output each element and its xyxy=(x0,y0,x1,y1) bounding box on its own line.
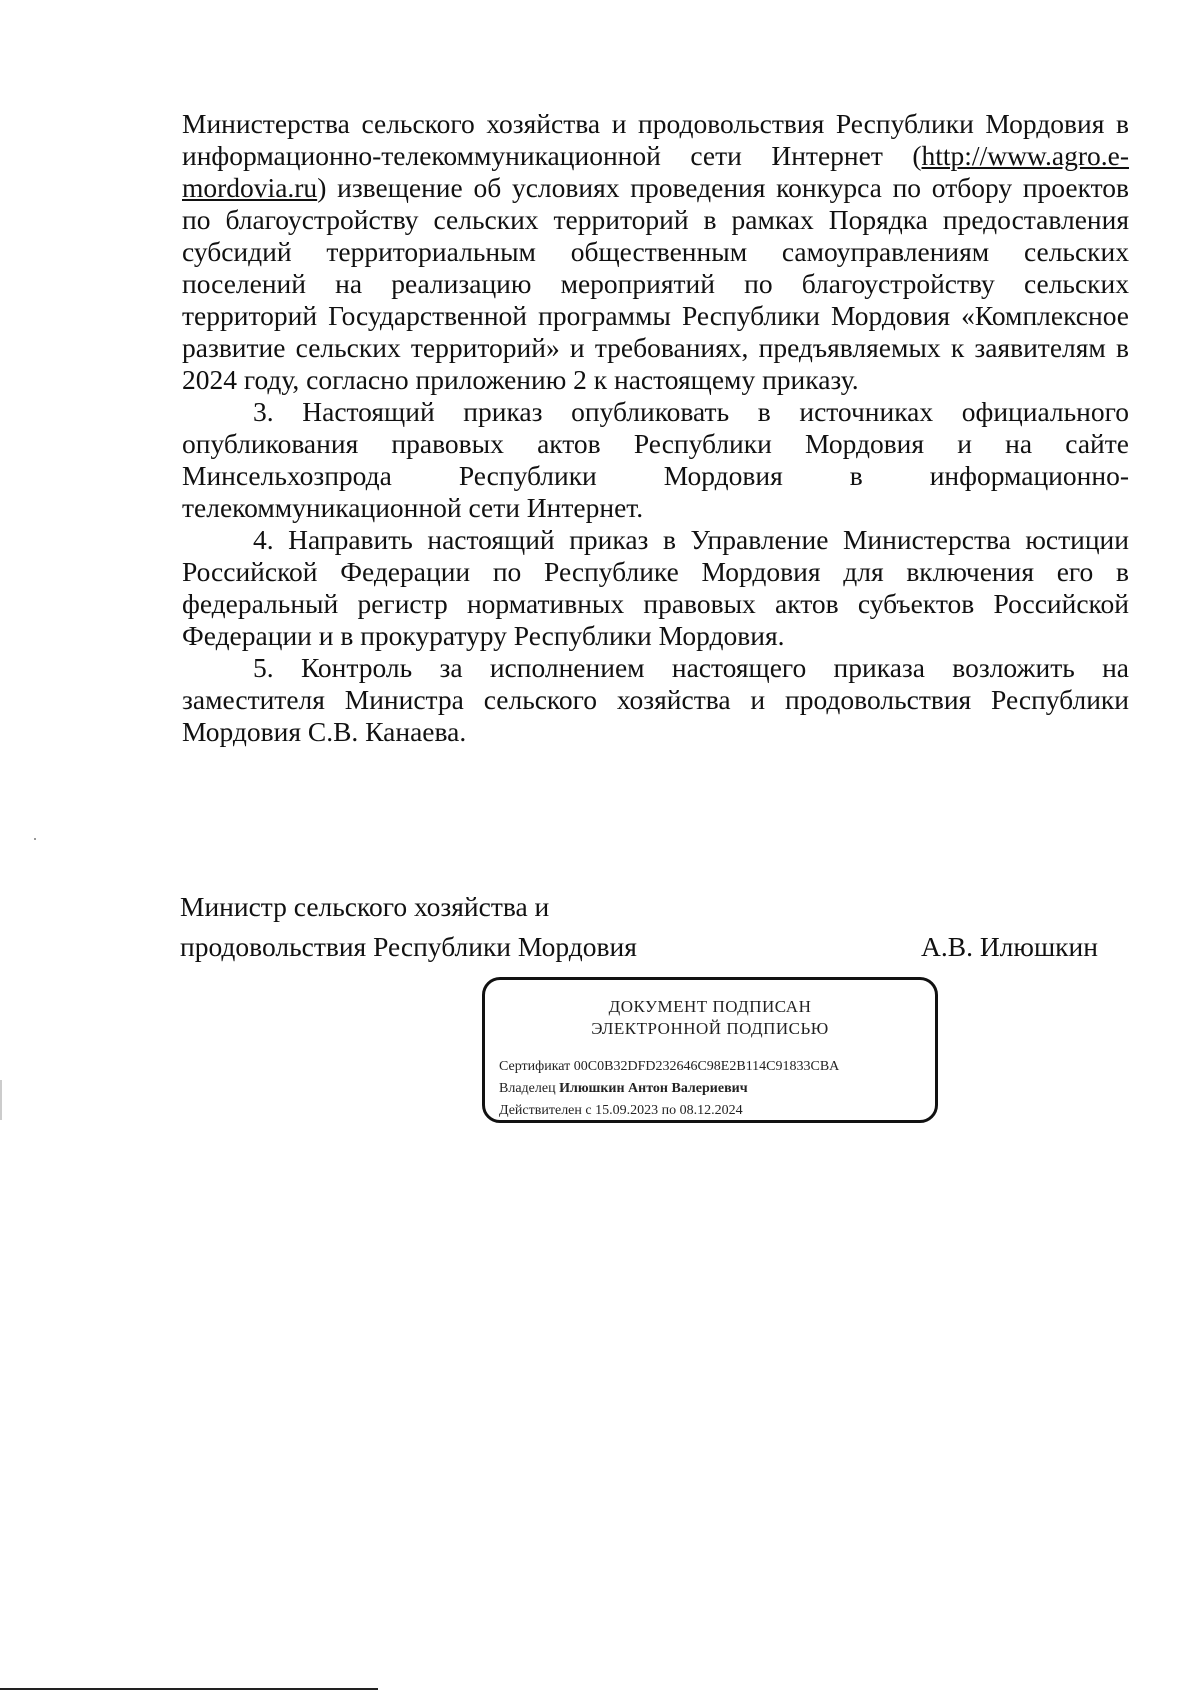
scan-speck xyxy=(34,838,36,840)
valid-from: 15.09.2023 xyxy=(595,1103,659,1118)
paragraph-text-after-link: ) извещение об условиях проведения конкурса по отбору проектов по благоустройству сельских территорий в рамках Порядка предоставления субсидий территориальным общественным самоуправлениям сельских поселений на реализацию мероприятий по благоустройству сельских территорий Государственной программы Республики Мордовия «Комплексное развитие сельских территорий» и требованиях, предъявляемых к заявителям в 2024 году, согласно приложению 2 к настоящему приказу. xyxy=(182,172,1129,395)
valid-to-label: по xyxy=(661,1103,677,1118)
paragraph-item-5: 5. Контроль за исполнением настоящего приказа возложить на заместителя Министра сельского хозяйства и продовольствия Республики Мордовия С.В. Канаева. xyxy=(182,652,1129,747)
owner-label: Владелец xyxy=(499,1081,556,1096)
stamp-heading xyxy=(485,996,935,1040)
stamp-heading-line-1: ДОКУМЕНТ ПОДПИСАН xyxy=(608,997,812,1016)
bottom-scan-line xyxy=(0,1688,378,1690)
agro-website-link[interactable]: http://www.agro.e-mordovia.ru xyxy=(182,140,1129,203)
valid-to: 08.12.2024 xyxy=(679,1103,743,1118)
paragraph-continuation xyxy=(182,108,1129,396)
paragraph-text-before-link: Министерства сельского хозяйства и продовольствия Республики Мордовия в информационно-телекоммуникационной сети Интернет ( xyxy=(182,108,1129,171)
stamp-validity-line xyxy=(499,1100,839,1122)
stamp-certificate-line xyxy=(499,1056,839,1078)
owner-value: Илюшкин Антон Валериевич xyxy=(559,1081,748,1096)
signatory-position-line-1: Министр сельского хозяйства и xyxy=(180,891,550,922)
valid-label: Действителен с xyxy=(499,1103,592,1118)
document-body xyxy=(182,108,1129,748)
paragraph-item-3: 3. Настоящий приказ опубликовать в источниках официального опубликования правовых актов Республики Мордовия и на сайте Минсельхозпрода Республики Мордовия в информационно-телекоммуникационной сети Интернет. xyxy=(182,396,1129,523)
signatory-position-line-2: продовольствия Республики Мордовия xyxy=(180,931,637,962)
signatory-position xyxy=(180,887,637,967)
certificate-label: Сертификат xyxy=(499,1059,571,1074)
scan-edge-mark xyxy=(0,1080,2,1120)
stamp-heading-line-2: ЭЛЕКТРОННОЙ ПОДПИСЬЮ xyxy=(591,1019,829,1038)
paragraph-item-4: 4. Направить настоящий приказ в Управление Министерства юстиции Российской Федерации по Республике Мордовия для включения его в федеральный регистр нормативных правовых актов субъектов Российской Федерации и в прокуратуру Республики Мордовия. xyxy=(182,524,1129,651)
stamp-owner-line xyxy=(499,1078,839,1100)
certificate-value: 00C0B32DFD232646C98E2B114C91833CBA xyxy=(573,1059,840,1074)
stamp-details xyxy=(499,1056,839,1122)
signatory-name: А.В. Илюшкин xyxy=(921,931,1098,962)
electronic-signature-stamp xyxy=(482,977,938,1123)
